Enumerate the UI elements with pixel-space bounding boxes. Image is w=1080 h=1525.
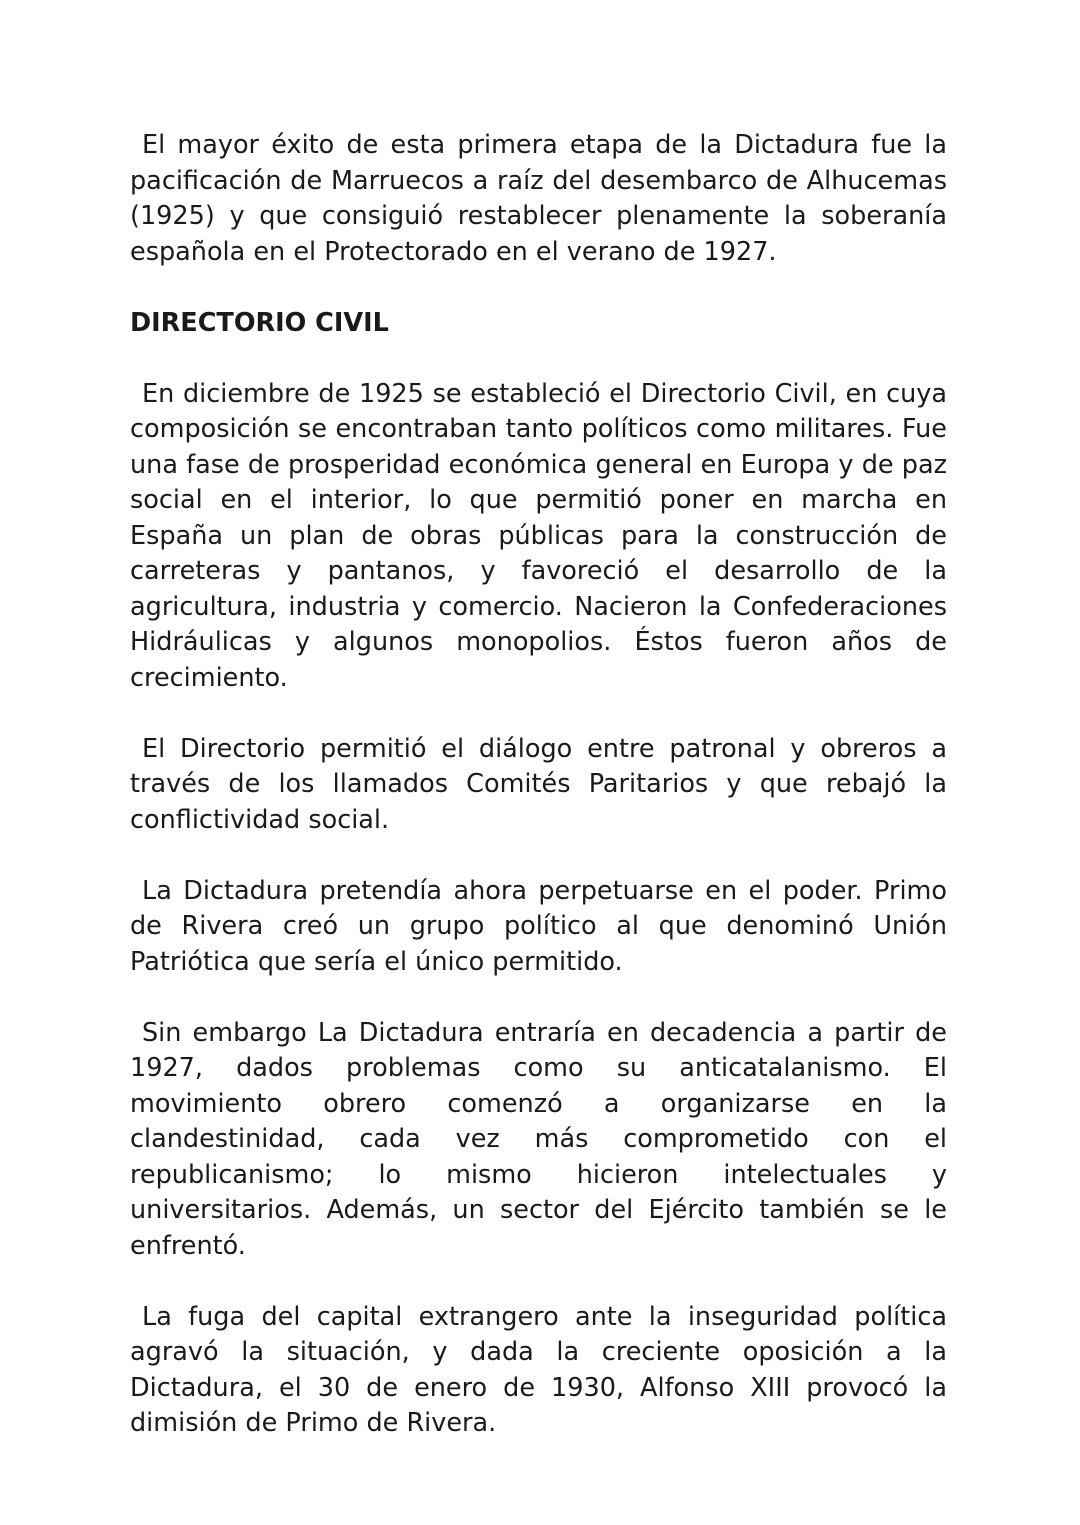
document-body: [130, 128, 947, 1477]
paragraph-comites-paritarios: El Directorio permitió el diálogo entre patronal y obreros a través de los llamados Comités Paritarios y que rebajó la conflictividad social.: [130, 733, 947, 835]
paragraph-directorio-civil: En diciembre de 1925 se estableció el Directorio Civil, en cuya composición se encontraban tanto políticos como militares. Fue una fase de prosperidad económica general en Europa y de paz social en el interior, lo que permitió poner en marcha en España un plan de obras públicas para la construcción de carreteras y pantanos, y favoreció el desarrollo de la agricultura, industria y comercio. Nacieron la Confederaciones Hidráulicas y algunos monopolios. Éstos fueron años de crecimiento.: [130, 378, 947, 693]
section-heading-directorio-civil: DIRECTORIO CIVIL: [130, 307, 389, 338]
paragraph-marruecos: El mayor éxito de esta primera etapa de la Dictadura fue la pacificación de Marruecos a raíz del desembarco de Alhucemas (1925) y que consiguió restablecer plenamente la soberanía española en el Protectorado en el verano de 1927.: [130, 130, 947, 267]
paragraph-union-patriotica: La Dictadura pretendía ahora perpetuarse en el poder. Primo de Rivera creó un grupo político al que denominó Unión Patriótica que sería el único permitido.: [130, 875, 947, 977]
paragraph-decadencia: Sin embargo La Dictadura entraría en decadencia a partir de 1927, dados problemas como su anticatalanismo. El movimiento obrero comenzó a organizarse en la clandestinidad, cada vez más comprometido con el republicanismo; lo mismo hicieron intelectuales y universitarios. Además, un sector del Ejército también se le enfrentó.: [130, 1017, 947, 1261]
paragraph-dimision: La fuga del capital extrangero ante la inseguridad política agravó la situación, y dada la creciente oposición a la Dictadura, el 30 de enero de 1930, Alfonso XIII provocó la dimisión de Primo de Rivera.: [130, 1301, 947, 1438]
